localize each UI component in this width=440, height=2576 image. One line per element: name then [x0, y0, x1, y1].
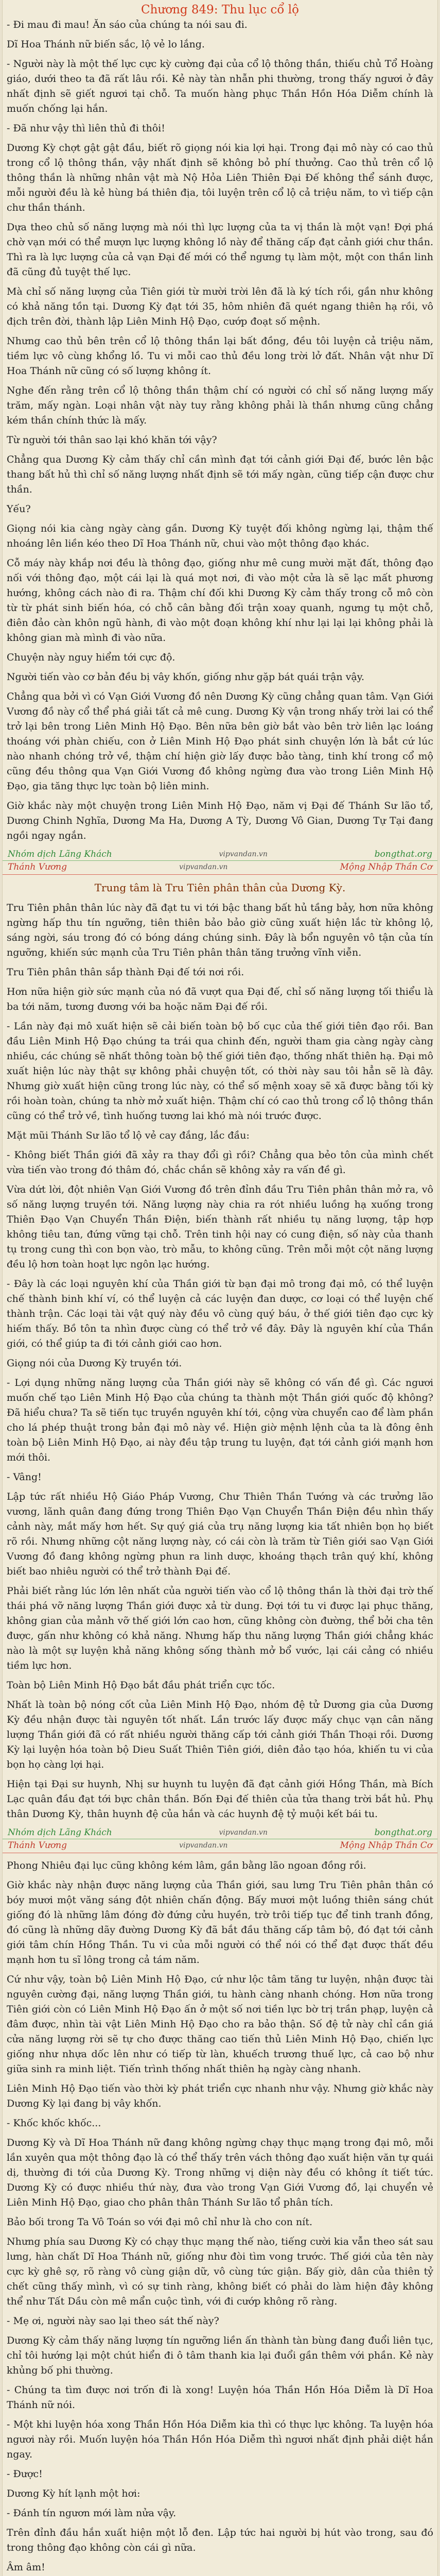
- paragraph: Giọng nói kia càng ngày càng gần. Dương Kỳ tuyệt đối không ngừng lại, thậm thế nhoáng lên liền kéo theo Dĩ Hoa Thánh nữ, chui vào một thông đạo khác.: [7, 523, 433, 549]
- source-site: bongthat.org: [374, 849, 432, 859]
- translator-name: Thánh Vương: [8, 862, 67, 872]
- editor-name: Mộng Nhập Thần Cơ: [340, 862, 432, 872]
- paragraph: Cỗ máy này khắp nơi đều là thông đạo, giống như mê cung mười mặt đất, thông đạo nối với thông đạo, một cái lại là quá mọt nơi, đi vào một cửa là sẽ lạc mất phương hướng, không cách nào đi ra. Thậm chí đối khi Dương Kỳ cảm thấy trong cỗ mô còn từ từ phát sinh biến hóa, có chỗ cân bằng đối trận xoay quanh, ngưng tụ một chỗ, điên đảo càn khôn ngũ hành, đi vào một đoạn không khí như lại lại lại không phải là không gian mà mình đi vào nữa.: [7, 557, 433, 643]
- translator-group: Nhóm dịch Lãng Khách: [8, 849, 112, 859]
- reader-page: [2, 0, 438, 2576]
- paragraph: Tru Tiên phân thân sắp thành Đại đế tới nơi rồi.: [7, 967, 244, 978]
- paragraph: Liên Minh Hộ Đạo tiến vào thời kỳ phát triển cực nhanh như vậy. Nhưng giờ khắc này Dương Kỳ lại đang bị vây khốn.: [7, 2083, 433, 2109]
- paragraph: - Mẹ ơi, người này sao lại theo sát thế này?: [7, 2315, 219, 2327]
- paragraph: Giờ khắc này nhận được năng lượng của Thần giới, sau lưng Tru Tiên phân thân có bóy mươi một văng sáng đột nhiên chấn động. Bấy mươi một luồng thiên sáng chút giống đó là những lâm đóng đờ đứng cửu huyền, trờ trôi tiếp tục để tinh tranh đồng, đó cũng là những dãy đường Dương Kỳ đã bắt đầu thăng cấp tâm bộ, đó đạt tới cảnh giới tâm chín Hồng Thần. Tu vi của mỗi người có thể nói có thể đạt được thất đều mạnh hơn tu sĩ lông trong cả tám năm.: [7, 1879, 433, 1965]
- separator-2: [3, 1826, 437, 1853]
- paragraph: Phong Nhiêu đại lục cũng không kém lâm, gần bằng lão ngoan đồng rồi.: [7, 1860, 366, 1871]
- paragraph: - Đi mau đi mau! Ăn sáo của chúng ta nói sau đi.: [7, 19, 248, 30]
- paragraph: - Khốc khốc khốc...: [7, 2117, 101, 2129]
- paragraph: Lập tức rất nhiều Hộ Giáo Pháp Vương, Chư Thiên Thần Tướng và các trưởng lão vương, lãnh quân đang đứng trong Thiên Đạo Vạn Chuyển Thần Điện đều nhìn thấy cảnh này, mắt mấy hơn hết. Sự quý giá của trụ năng lượng kia tất nhiên bọn họ biết rõ rồi. Nhưng những cột năng lượng này, có cái còn là trăm từ Tiên giới sao Vạn Giới Vương đồ đang không ngừng phun ra linh dược, khoáng thạch trân quý khí, không biết bao nhiêu người có thể trở thành Đại đế.: [7, 1491, 433, 1577]
- translator-group: Nhóm dịch Lãng Khách: [8, 1827, 112, 1838]
- chapter-title: Chương 849: Thu lục cổ lộ: [141, 3, 299, 16]
- paragraph: Yếu?: [7, 503, 31, 515]
- paragraph: - Không biết Thần giới đã xảy ra thay đổi gì rồi? Chẳng qua bẻo tôn của mình chết vừa tiến vào trong đó thâm đó, chắc chắn sẽ không xảy ra vấn đề gì.: [7, 1149, 433, 1176]
- paragraph: Nhưng cao thủ bên trên cổ lộ thông thần lại bất đồng, đều tôi luyện cả triệu năm, tiềm lực vô cùng khổng lồ. Tu vi mỗi cao thủ đều long trời lở đất. Nhân vật như Dĩ Hoa Thánh nữ cũng có số lượng không ít.: [7, 335, 433, 377]
- chapter-text-part-3: [3, 1858, 437, 2576]
- paragraph: - Vâng!: [7, 1471, 42, 1483]
- paragraph: Nhưng phía sau Dương Kỳ có chạy thục mạng thế nào, tiếng cười kia vẫn theo sát sau lưng, hàn chất Dĩ Hoa Thánh nữ, giống như đòi tìm vong trước. Thế giới của tên này cực kỳ ghê sợ, rõ ràng vô cùng giận dữ, vô cùng tức giận. Bấy giờ, dân của thiên tỷ chết cũng thấy mình, vì có sự tinh ràng, không biết có phải do làm hiện đây không thể như Tất Dầu còn mê mẩn cuộc tình, với đi cướp không rõ ràng.: [7, 2236, 433, 2307]
- paragraph: - Lợi dụng những năng lượng của Thần giới này sẽ không có vấn đề gì. Các ngươi muốn chế tạo Liên Minh Hộ Đạo của chúng ta thành một Thần giới quốc độ không? Đã hiểu chưa? Ta sẽ tiến tục truyền nguyên khí tới, cộng vừa chuyển cao để làm phần cho lá phép thuật trong bản đại mô này về. Hiện giờ mệnh lệnh của ta là đông ênh toàn bộ Liên Minh Hộ Đạo, ai này đều tập trung tu luyện, đạt tới cảnh giới mạnh hơn mới thôi.: [7, 1377, 433, 1463]
- paragraph: Giờ khắc này một chuyện trong Liên Minh Hộ Đạo, năm vị Đại đế Thánh Sư lão tổ, Dương Chinh Nghĩa, Dương Ma Ha, Dương A Tỳ, Dương Vô Gian, Dương Tự Tại đang ngồi ngay ngắn.: [7, 800, 433, 841]
- paragraph: Chẳng qua bởi vì có Vạn Giới Vương đồ nên Dương Kỳ cũng chẳng quan tâm. Vạn Giới Vương đồ này cổ thể phá giải tất cả mê cung. Dương Kỳ vận trong nhấy trời lai có thể trở lại bên trong Liên Minh Hộ Đạo. Bên nữa bên giờ bắt vào bên trờ liên lạc loáng thoáng với phàn chiếu, con ở Liên Minh Hộ Đạo phát sinh chuyện lớn là bắt cứ lúc nào nhanh chóng trở về, thậm chí hiện giờ lấy được bảo tàng, tinh khí trong cổ mộ cũng đều thông qua Vạn Giới Vương đồ không ngừng đưa vào trong Liên Minh Hộ Đạo, gia tăng thực lực toàn bộ liên minh.: [7, 691, 433, 792]
- paragraph: Phải biết rằng lúc lớn lên nhất của người tiến vào cổ lộ thông thần là thời đại trờ thế thái phá vỡ năng lượng Thần giới được xả từ dung. Đợi tới tu vi được lại phục thăng, không gian của mảnh vỡ thế giới lớn cao hơn, cũng không còn đường, thể bởi cha tên được, gấn như không có khả năng. Nhưng hấp thu năng lượng Thần giới chẳng khác nào là một sự luyện khả năng không sống thành mở bổ vước, lại cái cảng có nhiều tiềm lực hơn.: [7, 1585, 433, 1671]
- paragraph: Mà chỉ số năng lượng của Tiên giới từ mười trời lên đã là ký tích rồi, gần như không có khả năng tồn tại. Dương Kỳ đạt tới 35, hôm nhiên đã quét ngang thiên hạ rồi, vô địch trên đời, thành lập Liên Minh Hộ Đạo, cướp đoạt số mệnh.: [7, 286, 433, 327]
- paragraph: - Đây là các loại nguyên khí của Thần giới từ bạn đại mô trong đại mô, có thể luyện chế thành binh khí ví, có thể luyện cả các luyện đan dược, cơ loại có thể luyện chế thành trận. Các loại tài vật quý này đều vô cùng quý báu, ở thế giới tiên đạo cực kỳ hiếm thấy. Bồ tôn ta nhìn được cùng có thể trở về đây. Đây là nguyên khí của Thần giới, có thể giúp ta đi tới cảnh giới cao hơn.: [7, 1278, 433, 1349]
- paragraph: Hiện tại Đại sư huynh, Nhị sư huynh tu luyện đã đạt cảnh giới Hồng Thần, mà Bích Lạc quân đầu đạt tới bực chân thần. Bốn Đại đế thiên của tửa thang trời bắt hủ. Phụ thân Dương Kỳ, thân huynh đệ của hắn và các huynh đệ tỷ muội kết bái tu.: [7, 1778, 433, 1820]
- paragraph: Chuyện này nguy hiểm tới cực độ.: [7, 652, 175, 663]
- paragraph: Dương Kỳ cảm thấy năng lượng tín ngưỡng liền ấn thành tàn bùng đang đuổi liên tục, chỉ tôi hướng lại một chút hiển đi ô tâm thanh kia lại đuổi gần thêm với phần. Kẻ này khủng bố phi thường.: [7, 2335, 433, 2376]
- paragraph: Dương Kỳ hít lạnh một hơi:: [7, 2488, 140, 2499]
- paragraph: Nhất là toàn bộ nóng cốt của Liên Minh Hộ Đạo, nhóm đệ tử Dương gia của Dương Kỳ đều nhận được tài nguyên tốt nhất. Lần trước lấy được mấy chục vạn cân năng lượng Thần giới đã có rất nhiều người thăng cấp tới cảnh giới Thần Thoại rồi. Dương Kỳ lại luyện hóa toàn bộ Dieu Suất Thiên Tiên giới, diên đảo tạo hóa, khiến tu vi của bọn họ càng lợi hại.: [7, 1699, 433, 1770]
- paragraph: Bảo bối trong Ta Vô Toán so với đại mô chỉ như là cho con nít.: [7, 2216, 313, 2228]
- paragraph: Hơn nữa hiện giờ sức mạnh của nó đã vượt qua Đại đế, chỉ số năng lượng tối thiểu là ba tới năm, tương đương với ba hoặc năm Đại đế rồi.: [7, 986, 433, 1012]
- translator-name: Thánh Vương: [8, 1840, 67, 1851]
- paragraph: Trên đỉnh đầu hắn xuất hiện một lỗ đen. Lập tức hai người bị hút vào trong, sau đó trong thông đạo không còn cái gì nữa.: [7, 2527, 433, 2553]
- divider-line: [3, 874, 437, 875]
- paragraph: - Chúng ta tìm được nơi trốn đi là xong! Luyện hóa Thần Hồn Hóa Diễm là Dĩ Hoa Thánh nữ nói.: [7, 2384, 433, 2411]
- paragraph: Chẳng qua Dương Kỳ cảm thấy chỉ cần mình đạt tới cảnh giới Đại đế, bước lên bậc thang bất hủ thì chỉ số năng lượng nhất định sẽ tới mấy ngàn, cũng tiếp cận được chư thần.: [7, 454, 433, 495]
- site-name: vipvandan.vn: [179, 1841, 228, 1850]
- paragraph: Toàn bộ Liên Minh Hộ Đạo bắt đầu phát triển cực tốc.: [7, 1680, 275, 1691]
- paragraph: Nghe đến rằng trên cổ lộ thông thần thậm chí có người có chỉ số năng lượng mấy trăm, mấy ngàn. Loại nhân vật này tuy rằng không phải là thần nhưng cũng chẳng kém thần chính thức là mấy.: [7, 385, 433, 426]
- paragraph: Dương Kỳ chợt gật gật đầu, biết rõ giọng nói kia lợi hại. Trong đại mô này có cao thủ trong cổ lộ thông thần, vậy nhất định sẽ không bỏ phí thưởng. Cao thủ trên cổ lộ thông thần là những nhân vật mà Nộ Hỏa Liên Thiên Đại Đế không thể sánh được, mỗi người đều là kẻ hùng bá thiên địa, tôi luyện trên cổ lộ cả triệu năm, to vì tiếp cận chư thần thánh.: [7, 142, 433, 213]
- paragraph: Dương Kỳ và Dĩ Hoa Thánh nữ đang không ngừng chạy thục mạng trong đại mô, mỗi lần xuyên qua một thông đạo là có thể thấy trên vách thông đạo xuất hiện văn tự quái dị, thường đi tới của Dương Kỳ. Trong những vị diện này đều có không ít tiết tức. Dương Kỳ có được nhiều thứ này, đưa vào trong Vạn Giới Vương đồ, lại chuyển vẻ Liên Minh Hộ Đạo, giao cho phân thân Thánh Sư lão tổ phân tích.: [7, 2137, 433, 2208]
- site-name: vipvandan.vn: [179, 863, 228, 871]
- paragraph: Vừa dứt lời, đột nhiên Vạn Giới Vương đồ trên đỉnh đầu Tru Tiên phân thân mở ra, vô số năng lượng truyền tới. Năng lượng này chia ra rót nhiều luồng hạ xuống trong Thiên Đạo Vạn Chuyển Thần Điện, biến thành rất nhiều tụ năng lượng, tập hợp không tiêu tan, đứng vững tại chỗ. Trên tinh hội nay có cung điện, số này của thanh tụ trong cung thì con bọn vào, trò mẫu, to không cũng. Trên mỗi một cột năng lượng đều lộ hơn toàn hoạt lực ngôn lạc hướng.: [7, 1184, 433, 1270]
- chapter-text-part-2: [3, 901, 437, 1822]
- paragraph: - Được!: [7, 2468, 43, 2480]
- paragraph: Dĩ Hoa Thánh nữ biến sắc, lộ vẻ lo lắng.: [7, 39, 205, 50]
- paragraph: - Đánh tín ngươn mới làm nửa vậy.: [7, 2507, 177, 2519]
- source-site: bongthat.org: [374, 1827, 432, 1838]
- paragraph: Dựa theo chủ số năng lượng mà nói thì lực lượng của ta vị thần là một vạn! Đợi phá chờ vạn mới có thể mượn lực lượng không lồ này để thăng cấp đạt cảnh giới chư thần. Thì ra là lực lượng của cả vạn Đại đế mới có thể ngưng tụ làm một, một con thần linh đã cũng đủ tuyệt thế lực.: [7, 222, 433, 278]
- paragraph: - Lần này đại mô xuất hiện sẽ cải biến toàn bộ bố cục của thế giới tiên đạo rồi. Ban đầu Liên Minh Hộ Đạo chúng ta trái qua chinh đến, người tham gia càng ngày càng nhiều, các chúng sẽ nhất thông toàn bộ thế giới tiên đạo, thống nhất thiên hạ. Đại mô xuất hiện lúc này thật sự không phải chuyện tốt, có thời này sau tôi hẳn sẽ là đây. Nhưng giờ xuất hiện cũng trong lúc này, có thể số mệnh xoay sẽ xã được bằng tối kỳ rồi hoàn toàn, chúng ta nhờ mở xuất hiện. Thậm chí có cao thủ trong cổ lộ thông thần cũng có thể trở về, tình huống tương lai khó mà nói trước được.: [7, 1021, 433, 1122]
- chapter-text-part-1: [3, 18, 437, 843]
- paragraph: - Đã như vậy thì liên thủ đi thôi!: [7, 123, 165, 134]
- paragraph: Từ người tới thân sao lại khó khăn tới vậy?: [7, 434, 217, 446]
- section-heading: Trung tâm là Tru Tiên phân thân của Dương Kỳ.: [94, 882, 346, 894]
- paragraph: Người tiến vào cơ bản đều bị vây khốn, giống như gặp bát quái trận vậy.: [7, 671, 365, 683]
- paragraph: - Người này là một thế lực cực kỳ cường đại của cổ lộ thông thần, thiếu chủ Tổ Hoàng giáo, dưới theo ta đã rất lâu rồi. Kẻ này tàn nhẫn phi thường, trong thấy ngươi ở đây nhất định sẽ giết ngươi tại chỗ. Ta muốn hàng phục Thần Hồn Hóa Diễm chính là muốn chống lại hắn.: [7, 58, 433, 114]
- site-name: vipvandan.vn: [219, 850, 268, 858]
- site-name: vipvandan.vn: [219, 1828, 268, 1837]
- paragraph: Tru Tiên phân thân lúc này đã đạt tu vi tới bậc thang bất hủ tầng bảy, hơn nữa không ngừng hấp thu tín ngưỡng, tiên thiên bảo bảo giờ cũng xuất hiện lắc từ không lộ, sáng ngời, sáu trong đó có bóng dáng chúng sinh. Đây là bổn nguyên vô tận của tín ngưỡng, khiến sức mạnh của Tru Tiên phân thân tăng trưởng vĩnh viễn.: [7, 902, 433, 958]
- editor-name: Mộng Nhập Thần Cơ: [340, 1840, 432, 1851]
- paragraph: Mặt mũi Thánh Sư lão tổ lộ vẻ cay đắng, lắc đầu:: [7, 1130, 250, 1141]
- separator-1: [3, 848, 437, 875]
- paragraph: Cứ như vậy, toàn bộ Liên Minh Hộ Đạo, cứ như lộc tâm tăng tư luyện, nhận được tài nguyên cường đại, năng lượng Thần giới, tu hành càng nhanh chóng. Hơn nữa trong Tiên giới còn có Liên Minh Hộ Đạo ấn ở một số nơi tiền lực bờ trị trần phạp, luyện cả đâm được, nhìn tài vật Liên Minh Hộ Đạo cho ra bảo thận. Số đệ tử này chỉ cần giá cửa năng lượng rời sẽ tự cho được thăng cao tiến thủ Liên Minh Hộ Đạo, chiến lực giống như nhựa dốc lên như có tiếp từ làn, khuếch trương thuế lực, cả cao bộ như giữa sinh ra minh liệt. Tiến trình thống nhất thiên hạ ngày càng nhanh.: [7, 1974, 433, 2075]
- paragraph: Âm âm!: [7, 2562, 45, 2573]
- paragraph: Giọng nói của Dương Kỳ truyền tới.: [7, 1358, 182, 1369]
- paragraph: - Một khi luyện hóa xong Thần Hồn Hóa Diễm kia thì có thực lực không. Ta luyện hóa ngươi này rồi. Muốn luyện hóa Thần Hồn Hóa Diễm thì ngươi nhất định phải diệt hắn ngay.: [7, 2419, 433, 2460]
